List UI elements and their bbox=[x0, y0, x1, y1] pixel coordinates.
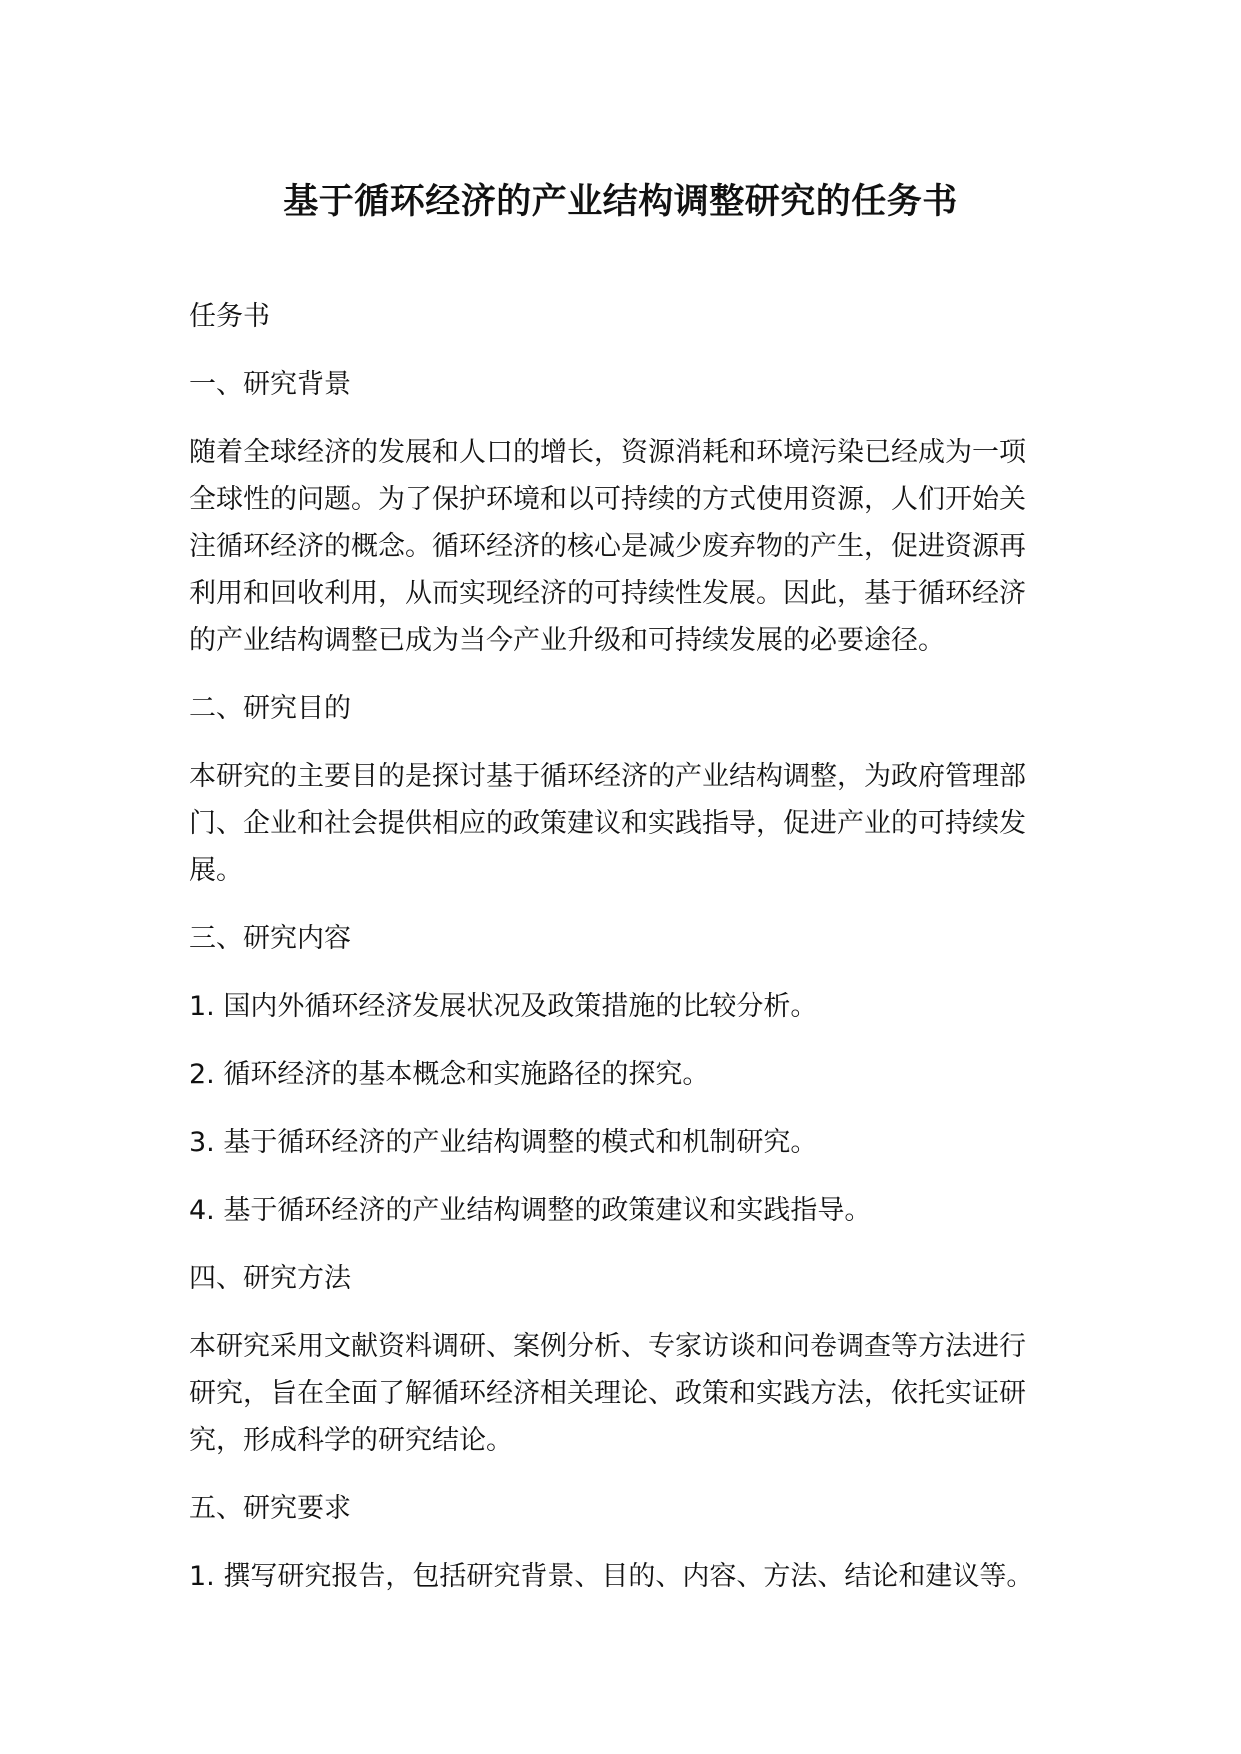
section-paragraph-purpose bbox=[189, 753, 1029, 894]
list-item: 2. 循环经济的基本概念和实施路径的探究。 bbox=[189, 1059, 710, 1090]
paragraph-line: 门、企业和社会提供相应的政策建议和实践指导，促进产业的可持续发 bbox=[189, 808, 1026, 839]
paragraph-line: 展。 bbox=[189, 855, 243, 886]
document-title: 基于循环经济的产业结构调整研究的任务书 bbox=[283, 182, 958, 222]
paragraph-line: 注循环经济的概念。循环经济的核心是减少废弃物的产生，促进资源再 bbox=[189, 531, 1026, 562]
section-paragraph-methods bbox=[189, 1323, 1029, 1464]
list-item: 4. 基于循环经济的产业结构调整的政策建议和实践指导。 bbox=[189, 1195, 872, 1226]
list-item: 1. 国内外循环经济发展状况及政策措施的比较分析。 bbox=[189, 991, 818, 1022]
paragraph-line: 全球性的问题。为了保护环境和以可持续的方式使用资源，人们开始关 bbox=[189, 484, 1026, 515]
list-item: 1. 撰写研究报告，包括研究背景、目的、内容、方法、结论和建议等。 bbox=[189, 1561, 1034, 1592]
paragraph-line: 研究，旨在全面了解循环经济相关理论、政策和实践方法，依托实证研 bbox=[189, 1378, 1026, 1409]
paragraph-line: 本研究的主要目的是探讨基于循环经济的产业结构调整，为政府管理部 bbox=[189, 761, 1026, 792]
section-heading-content: 三、研究内容 bbox=[189, 923, 351, 954]
section-heading-methods: 四、研究方法 bbox=[189, 1263, 351, 1294]
document-body bbox=[189, 293, 1034, 1621]
paragraph-line: 本研究采用文献资料调研、案例分析、专家访谈和问卷调查等方法进行 bbox=[189, 1331, 1026, 1362]
paragraph-line: 的产业结构调整已成为当今产业升级和可持续发展的必要途径。 bbox=[189, 625, 945, 656]
section-heading-requirements: 五、研究要求 bbox=[189, 1493, 351, 1524]
section-heading-purpose: 二、研究目的 bbox=[189, 693, 351, 724]
paragraph-line: 随着全球经济的发展和人口的增长，资源消耗和环境污染已经成为一项 bbox=[189, 437, 1026, 468]
document-label: 任务书 bbox=[189, 301, 270, 332]
paragraph-line: 利用和回收利用，从而实现经济的可持续性发展。因此，基于循环经济 bbox=[189, 578, 1026, 609]
section-paragraph-background bbox=[189, 429, 1029, 664]
paragraph-line: 究，形成科学的研究结论。 bbox=[189, 1425, 513, 1456]
section-heading-background: 一、研究背景 bbox=[189, 369, 351, 400]
list-item: 3. 基于循环经济的产业结构调整的模式和机制研究。 bbox=[189, 1127, 818, 1158]
